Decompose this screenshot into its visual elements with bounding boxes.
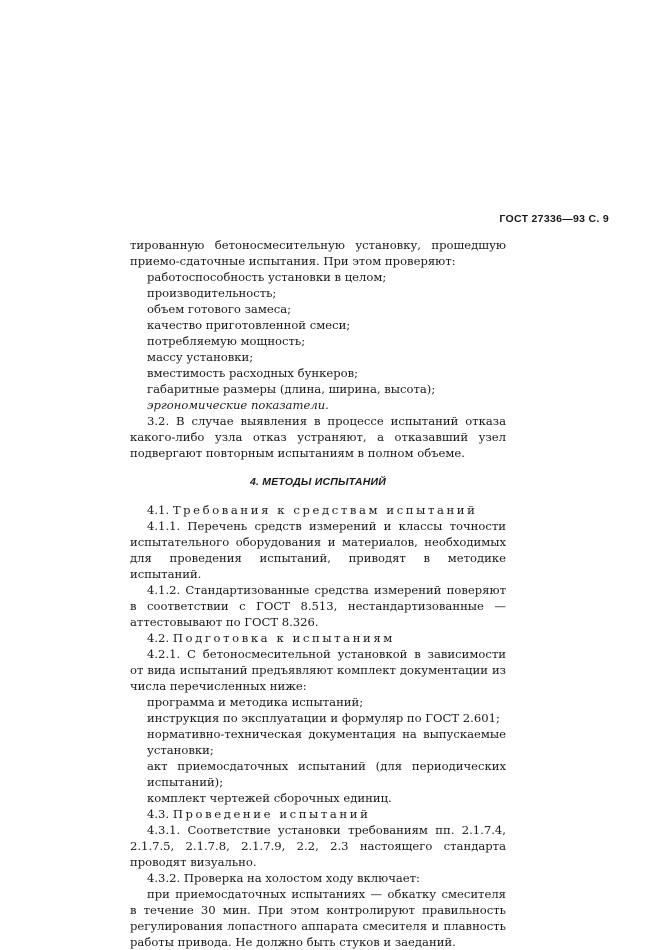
list-item: производительность;: [147, 286, 277, 300]
list-item: комплект чертежей сборочных единиц.: [147, 791, 392, 805]
page-header-doc-ref: ГОСТ 27336—93 С. 9: [499, 213, 609, 225]
list-item: массу установки;: [147, 350, 254, 364]
paragraph-4-1-1: 4.1.1. Перечень средств измерений и классы точности испытательного оборудования и материалов, необходимых для проведения испытаний, приводят в методике испытаний.: [130, 519, 506, 581]
subsection-heading-4-1: [130, 502, 506, 518]
documents-list: [130, 694, 506, 806]
subsection-title: Подготовка к испытаниям: [172, 631, 395, 645]
paragraph-4-3-1: 4.3.1. Соответствие установки требованиям пп. 2.1.7.4, 2.1.7.5, 2.1.7.8, 2.1.7.9, 2.2, 2.3 настоящего стандарта проводят визуально.: [130, 823, 506, 869]
list-item: качество приготовленной смеси;: [147, 318, 351, 332]
subsection-title: Требования к средствам испытаний: [172, 503, 478, 517]
paragraph-4-3-2: 4.3.2. Проверка на холостом ходу включает:: [147, 871, 420, 885]
list-item: потребляемую мощность;: [147, 334, 306, 348]
list-item: акт приемосдаточных испытаний (для периодических испытаний);: [147, 759, 506, 789]
checks-list: [130, 269, 506, 413]
intro-paragraph: тированную бетоносмесительную установку, прошедшую приемо-сдаточные испытания. При этом проверяют:: [130, 238, 506, 268]
list-item: работоспособность установки в целом;: [147, 270, 387, 284]
subsection-number: 4.3.: [147, 807, 170, 821]
subsection-number: 4.1.: [147, 503, 170, 517]
paragraph-4-3-2-body: при приемосдаточных испытаниях — обкатку смесителя в течение 30 мин. При этом контролируют правильность регулирования лопастного аппарата смесителя и плавность работы привода. Не должно быть стуков и заеданий.: [130, 887, 506, 949]
paragraph-4-2-1: 4.2.1. С бетоносмесительной установкой в зависимости от вида испытаний предъявляют комплект документации из числа перечисленных ниже:: [130, 647, 506, 693]
list-item: эргономические показатели.: [147, 398, 329, 412]
subsection-heading-4-2: [130, 630, 506, 646]
subsection-number: 4.2.: [147, 631, 170, 645]
paragraph-4-1-2: 4.1.2. Стандартизованные средства измерений поверяют в соответствии с ГОСТ 8.513, нестандартизованные — аттестовывают по ГОСТ 8.326.: [130, 583, 506, 629]
list-item: объем готового замеса;: [147, 302, 292, 316]
document-body: [130, 237, 506, 950]
subsection-title: Проведение испытаний: [172, 807, 371, 821]
list-item: инструкция по эксплуатации и формуляр по ГОСТ 2.601;: [147, 711, 500, 725]
subsection-heading-4-3: [130, 806, 506, 822]
paragraph-3-2: 3.2. В случае выявления в процессе испытаний отказа какого-либо узла отказ устраняют, а отказавший узел подвергают повторным испытаниям в полном объеме.: [130, 414, 506, 460]
list-item: программа и методика испытаний;: [147, 695, 364, 709]
list-item: вместимость расходных бункеров;: [147, 366, 359, 380]
list-item: габаритные размеры (длина, ширина, высота);: [147, 382, 436, 396]
list-item: нормативно-техническая документация на выпускаемые установки;: [147, 727, 506, 757]
section-title: 4. МЕТОДЫ ИСПЫТАНИЙ: [250, 476, 386, 488]
